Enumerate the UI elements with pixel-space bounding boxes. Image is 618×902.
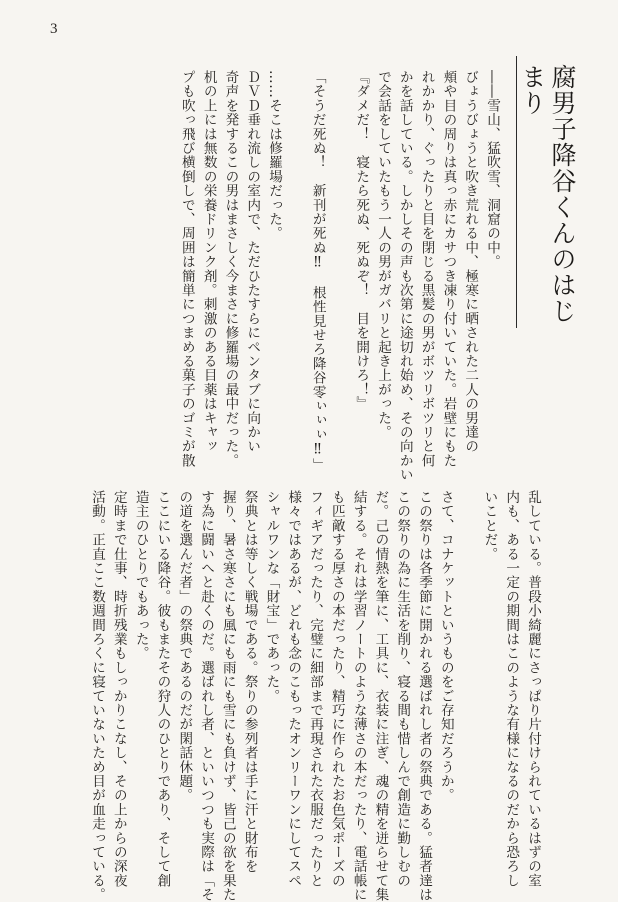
text-line: 「そうだ死ぬ！ 新刊が死ぬ‼ 根性見せろ降谷零ぃぃぃ‼」 (309, 70, 326, 473)
text-line: プも吹っ飛び横倒しで、周囲は簡単につまめる菓子のゴミが散 (178, 70, 195, 468)
text-line: ここにいる降谷。彼もまたその狩人のひとりであり、そして創 (154, 490, 171, 888)
text-line: 机の上には無数の栄養ドリンク剤。刺激のある目薬はキャッ (200, 70, 217, 454)
chapter-title-block (516, 56, 581, 328)
text-line: 祭典とは等しく戦場である。祭りの参列者は手に汗と財布を (241, 490, 258, 874)
text-line: す為に闘いへと赴くのだ。選ばれし者、といいつつも実際は「そ (198, 490, 215, 902)
text-line: この祭りの為に生活を削り、寝る間も惜しんで創造に勤しむの (394, 490, 411, 888)
text-line: この祭りは各季節に開かれる選ばれし者の祭典である。猛者達は (416, 490, 433, 902)
text-line: いことだ。 (481, 490, 498, 561)
text-line: ……そこは修羅場だった。 (266, 70, 283, 241)
chapter-title: 腐男子降谷くんのはじまり (518, 64, 577, 324)
text-line: びょうびょうと吹き荒れる中、極寒に晒された二人の男達の (462, 70, 479, 454)
text-line: 頬や目の周りは真っ赤にカサつき凍り付いていた。岩壁にもた (440, 70, 457, 468)
lower-text-column (43, 490, 543, 902)
text-line: 活動。正直ここ数週間ろくに寝ていないため目が血走っている。 (89, 490, 106, 902)
text-line: シャルワンな「財宝」であった。 (263, 490, 280, 703)
blank-line (328, 70, 350, 435)
upper-text-column (22, 70, 502, 482)
text-line: 造主のひとりでもあった。 (132, 490, 149, 661)
text-line: 結する。それは学習ノートのような薄さの本だったり、電話帳に (350, 490, 367, 902)
blank-line (456, 490, 478, 865)
text-line: 『ダメだ！ 寝たら死ぬ、死ぬぞ！ 目を開けろ！』 (353, 70, 370, 411)
text-line: で会話をしていたもう一人の男がガバリと起き上がった。 (375, 70, 392, 440)
text-line: ――雪山、猛吹雪、洞窟の中。 (484, 70, 500, 269)
text-line: フィギアだったり、完璧に細部まで再現された衣服だったりと (307, 490, 324, 888)
text-line: 内も、ある一定の期間はこのような有様になるのだから恐ろし (503, 490, 520, 888)
text-line: れかかり、ぐったりと目を閉じる黒髪の男がボツリボツリと何 (418, 70, 435, 468)
text-line: 乱している。普段小綺麗にさっぱり片付けられているはずの室 (525, 490, 541, 888)
text-line: さて、コナケットというものをご存知だろうか。 (437, 490, 454, 803)
page-number: 3 (50, 21, 58, 37)
text-line: ＤＶＤ垂れ流しの室内で、ただひたすらにペンタブに向かい (244, 70, 261, 454)
text-line: も匹敵する厚さの本だったり、精巧に作られたお色気ポーズの (328, 490, 345, 888)
text-line: 定時まで仕事、時折残業もしっかりこなし、その上からの深夜 (110, 490, 127, 888)
text-line: 握り、暑さ寒さにも風にも雨にも雪にも負けず、皆己の欲を果た (219, 490, 236, 902)
text-line: 様々ではあるが、どれも念のこもったオンリーワンにしてスペ (285, 490, 302, 888)
text-line: の道を選んだ者」の祭典であるのだが閑話休題。 (176, 490, 193, 803)
blank-line (284, 70, 306, 435)
text-line: 奇声を発するこの男はまさしく今まさに修羅場の最中だった。 (222, 70, 239, 468)
text-line: かを話している。しかしその声も次第に途切れ始め、その向かい (396, 70, 413, 482)
text-line: だ。己の情熱を筆に、工具に、衣装に注ぎ、魂の精を迸らせて集 (372, 490, 389, 902)
